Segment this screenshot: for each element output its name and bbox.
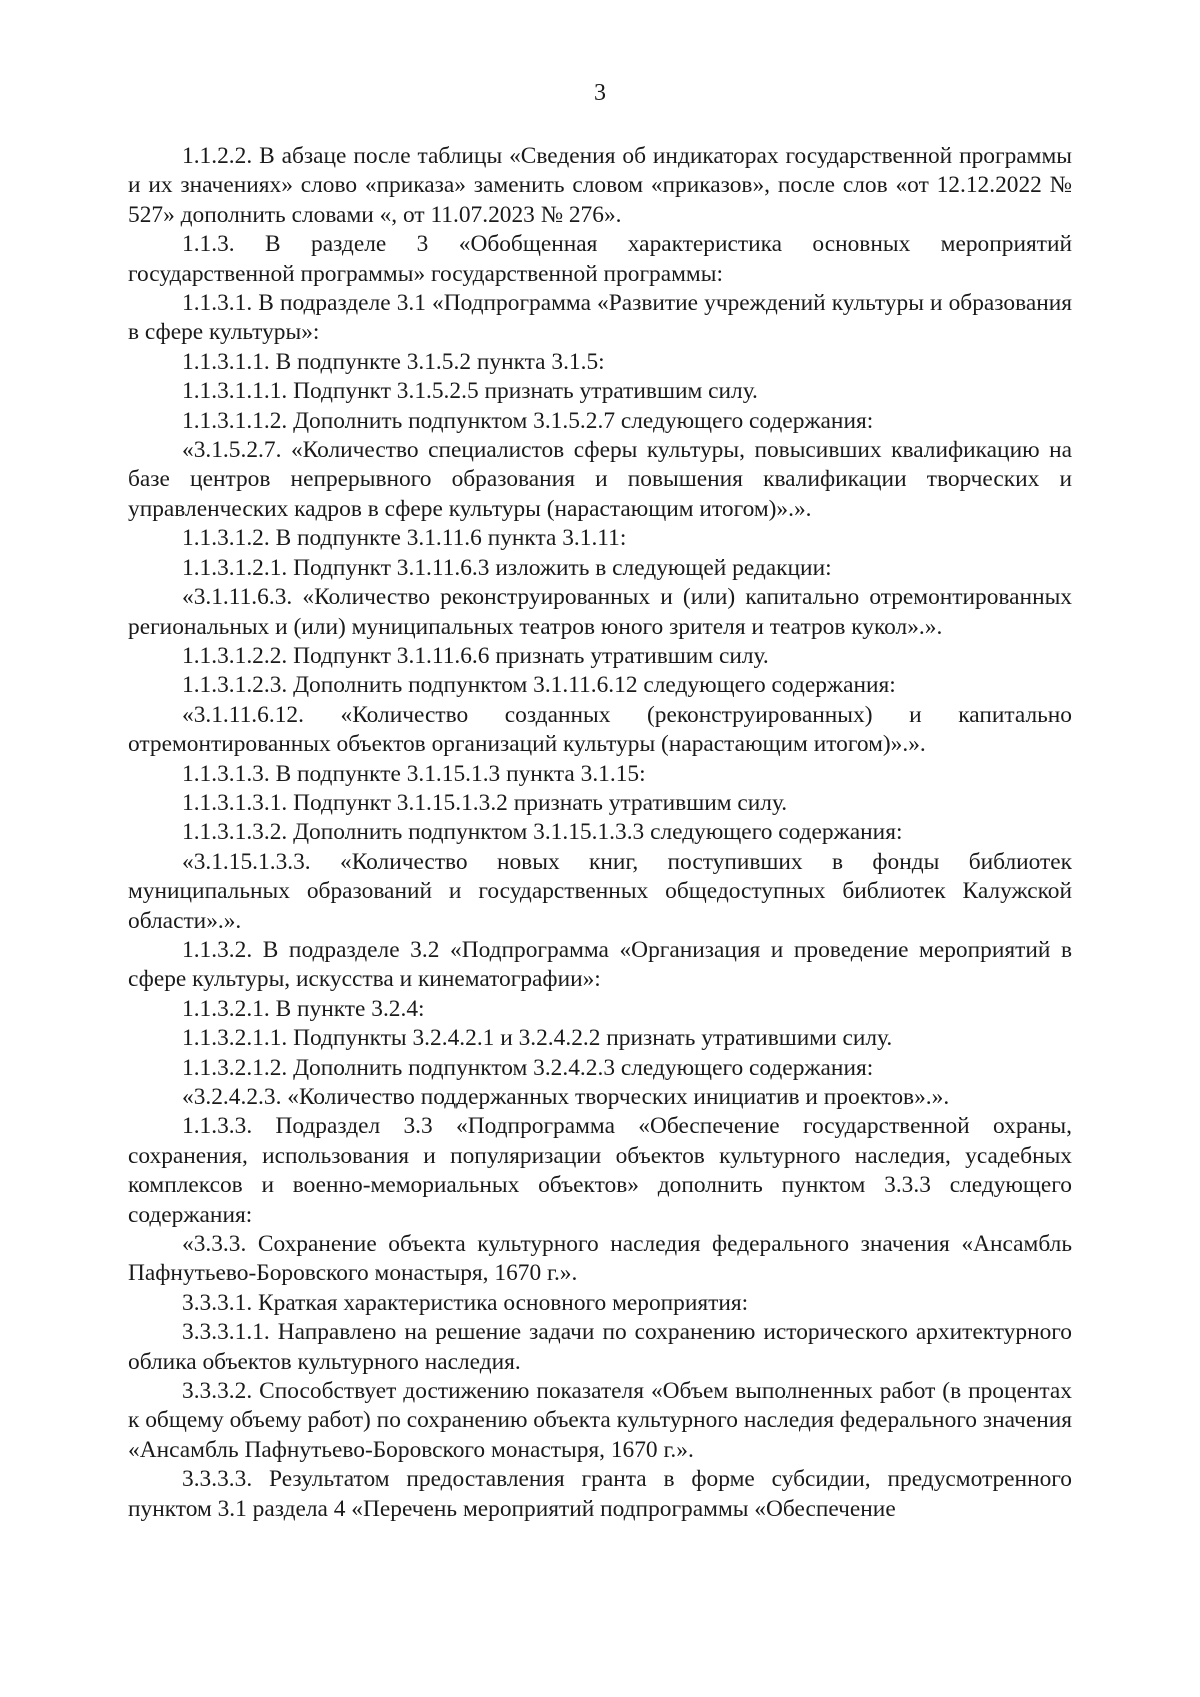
- paragraph-1-1-3-3: 1.1.3.3. Подраздел 3.3 «Подпрограмма «Обеспечение государственной охраны, сохранения, использования и популяризации объектов культурного наследия, усадебных комплексов и военно-мемориальных объектов» дополнить пунктом 3.3.3 следующего содержания:: [128, 1113, 1072, 1228]
- paragraph-1-1-3-1-2: 1.1.3.1.2. В подпункте 3.1.11.6 пункта 3.1.11:: [182, 525, 627, 552]
- paragraph-1-1-3-1-3: 1.1.3.1.3. В подпункте 3.1.15.1.3 пункта 3.1.15:: [182, 760, 646, 787]
- quote-3-1-11-6-12: «3.1.11.6.12. «Количество созданных (реконструированных) и капитально отремонтированных объектов организаций культуры (нарастающим итогом)».».: [128, 701, 1072, 758]
- quote-3-1-11-6-3: «3.1.11.6.3. «Количество реконструированных и (или) капитально отремонтированных региональных и (или) муниципальных театров юного зрителя и театров кукол».».: [128, 584, 1072, 640]
- paragraph-1-1-3-1-3-2: 1.1.3.1.3.2. Дополнить подпунктом 3.1.15.1.3.3 следующего содержания:: [182, 819, 903, 846]
- paragraph-3-3-3-1-1: 3.3.3.1.1. Направлено на решение задачи по сохранению исторического архитектурного облика объектов культурного наследия.: [128, 1319, 1072, 1375]
- paragraph-1-1-3-1-1-1: 1.1.3.1.1.1. Подпункт 3.1.5.2.5 признать утратившим силу.: [182, 378, 758, 405]
- quote-3-3-3: «3.3.3. Сохранение объекта культурного наследия федерального значения «Ансамбль Пафнутьево-Боровского монастыря, 1670 г.».: [128, 1231, 1072, 1287]
- paragraph-3-3-3-2: 3.3.3.2. Способствует достижению показателя «Объем выполненных работ (в процентах к общему объему работ) по сохранению объекта культурного наследия федерального значения «Ансамбль Пафнутьево-Боровского монастыря, 1670 г.».: [128, 1378, 1072, 1463]
- paragraph-1-1-3-2: 1.1.3.2. В подразделе 3.2 «Подпрограмма «Организация и проведение мероприятий в сфере культуры, искусства и кинематографии»:: [128, 936, 1072, 993]
- paragraph-1-1-3-2-1: 1.1.3.2.1. В пункте 3.2.4:: [182, 995, 425, 1022]
- paragraph-1-1-3-2-1-1: 1.1.3.2.1.1. Подпункты 3.2.4.2.1 и 3.2.4.2.2 признать утратившими силу.: [182, 1025, 893, 1052]
- paragraph-1-1-3-1-1: 1.1.3.1.1. В подпункте 3.1.5.2 пункта 3.1.5:: [182, 348, 605, 375]
- paragraph-1-1-3-1-2-3: 1.1.3.1.2.3. Дополнить подпунктом 3.1.11.6.12 следующего содержания:: [182, 672, 896, 699]
- paragraph-1-1-3-2-1-2: 1.1.3.2.1.2. Дополнить подпунктом 3.2.4.2.3 следующего содержания:: [182, 1054, 874, 1081]
- quote-3-1-5-2-7: «3.1.5.2.7. «Количество специалистов сферы культуры, повысивших квалификацию на базе центров непрерывного образования и повышения квалификации творческих и управленческих кадров в сфере культуры (нарастающим итогом)».».: [128, 437, 1072, 522]
- paragraph-1-1-3-1-1-2: 1.1.3.1.1.2. Дополнить подпунктом 3.1.5.2.7 следующего содержания:: [182, 407, 874, 434]
- quote-3-2-4-2-3: «3.2.4.2.3. «Количество поддержанных творческих инициатив и проектов».».: [182, 1084, 950, 1110]
- paragraph-1-1-3: 1.1.3. В разделе 3 «Обобщенная характеристика основных мероприятий государственной программы» государственной программы:: [128, 231, 1072, 287]
- paragraph-1-1-2-2: 1.1.2.2. В абзаце после таблицы «Сведения об индикаторах государственной программы и их значениях» слово «приказа» заменить словом «приказов», после слов «от 12.12.2022 № 527» дополнить словами «, от 11.07.2023 № 276».: [128, 143, 1072, 228]
- quote-3-1-15-1-3-3: «3.1.15.1.3.3. «Количество новых книг, поступивших в фонды библиотек муниципальных образований и государственных общедоступных библиотек Калужской области».».: [128, 848, 1072, 934]
- paragraph-3-3-3-1: 3.3.3.1. Краткая характеристика основного мероприятия:: [182, 1289, 749, 1316]
- document-body: [128, 142, 1072, 1524]
- paragraph-1-1-3-1-3-1: 1.1.3.1.3.1. Подпункт 3.1.15.1.3.2 признать утратившим силу.: [182, 789, 788, 816]
- paragraph-1-1-3-1: 1.1.3.1. В подразделе 3.1 «Подпрограмма «Развитие учреждений культуры и образования в сфере культуры»:: [128, 290, 1072, 346]
- paragraph-3-3-3-3: 3.3.3.3. Результатом предоставления гранта в форме субсидии, предусмотренного пунктом 3.1 раздела 4 «Перечень мероприятий подпрограммы «Обеспечение: [128, 1466, 1072, 1522]
- paragraph-1-1-3-1-2-2: 1.1.3.1.2.2. Подпункт 3.1.11.6.6 признать утратившим силу.: [182, 642, 769, 669]
- page-number: 3: [594, 80, 606, 106]
- paragraph-1-1-3-1-2-1: 1.1.3.1.2.1. Подпункт 3.1.11.6.3 изложить в следующей редакции:: [182, 554, 832, 581]
